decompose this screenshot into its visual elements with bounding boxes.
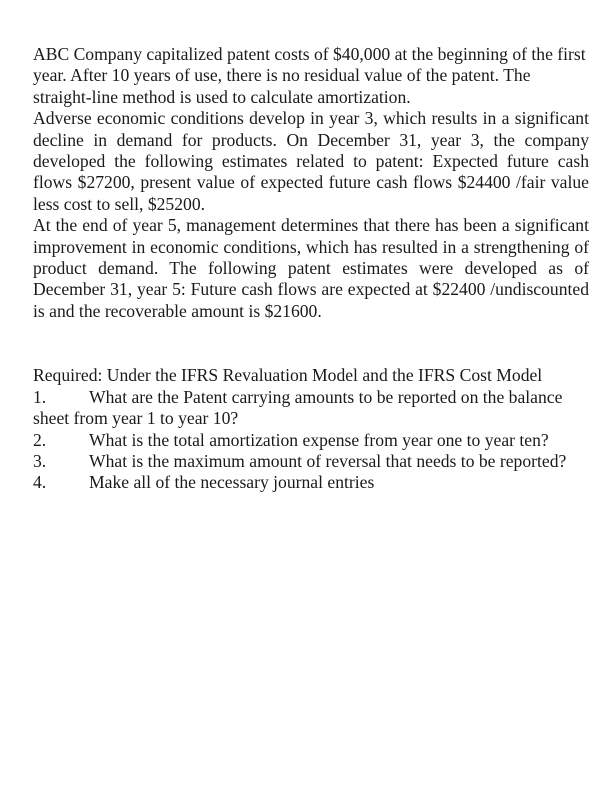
question-number: 1. — [33, 386, 47, 407]
question-number: 4. — [33, 472, 47, 493]
intro-paragraph: ABC Company capitalized patent costs of $40,000 at the beginning of the first year. After 10 years of use, there is no residual value of the patent. The straight-line method is used to calculate amortization. — [33, 44, 586, 107]
question-1 — [33, 387, 589, 430]
document-page — [33, 44, 589, 494]
section-spacer — [33, 322, 589, 365]
impairment-paragraph: Adverse economic conditions develop in year 3, which results in a significant decline in demand for products. On December 31, year 3, the company developed the following estimates related to patent: Expected future cash flows $27200, present value of expected future cash flows $24400 /fair value less cost to sell, $25200. — [33, 108, 589, 214]
question-text: What is the total amortization expense from year one to year ten? — [89, 429, 549, 450]
question-3 — [33, 451, 589, 472]
required-heading: Required: Under the IFRS Revaluation Model and the IFRS Cost Model — [33, 365, 543, 386]
question-number: 2. — [33, 429, 47, 450]
question-text: What are the Patent carrying amounts to be reported on the balance sheet from year 1 to year 10? — [33, 386, 563, 429]
question-text: Make all of the necessary journal entries — [89, 472, 375, 493]
question-4 — [33, 472, 589, 493]
question-number: 3. — [33, 450, 47, 471]
question-text: What is the maximum amount of reversal that needs to be reported? — [89, 450, 567, 471]
question-2 — [33, 430, 589, 451]
recovery-paragraph: At the end of year 5, management determines that there has been a significant improvement in economic conditions, which has resulted in a strengthening of product demand. The following patent estimates were developed as of December 31, year 5: Future cash flows are expected at $22400 /undiscounted is and the recoverable amount is $21600. — [33, 215, 589, 321]
